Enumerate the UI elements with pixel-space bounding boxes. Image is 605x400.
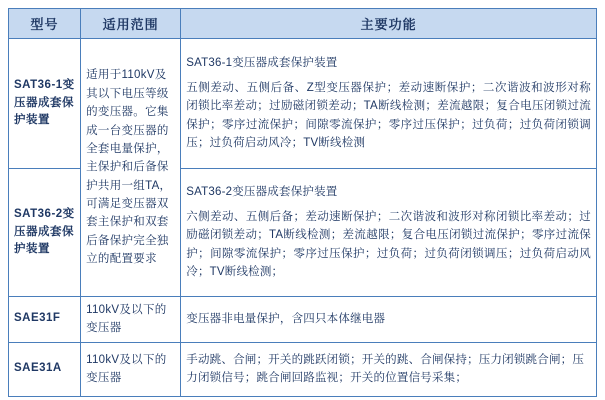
cell-function: 手动跳、合闸；开关的跳跃闭锁；开关的跳、合闸保持；压力闭锁跳合闸；压力闭锁信号；跳合闸回路监视；开关的位置信号采集； bbox=[181, 342, 597, 396]
table-row bbox=[9, 39, 597, 169]
table-row bbox=[9, 297, 597, 343]
column-header-model: 型号 bbox=[9, 9, 81, 39]
table-row bbox=[9, 342, 597, 396]
table-header bbox=[9, 9, 597, 39]
cell-function: 变压器非电量保护，含四只本体继电器 bbox=[181, 297, 597, 343]
cell-function bbox=[181, 39, 597, 169]
function-title: SAT36-1变压器成套保护装置 bbox=[186, 56, 338, 69]
cell-model: SAE31F bbox=[9, 297, 81, 343]
transformer-protection-spec-table bbox=[8, 8, 597, 397]
column-header-function: 主要功能 bbox=[181, 9, 597, 39]
cell-scope: 110kV及以下的变压器 bbox=[81, 297, 181, 343]
function-title: SAT36-2变压器成套保护装置 bbox=[186, 185, 338, 198]
cell-scope: 110kV及以下的变压器 bbox=[81, 342, 181, 396]
cell-function bbox=[181, 169, 597, 297]
function-body: 六侧差动、五侧后备；差动速断保护；二次谐波和波形对称闭锁比率差动；过励磁闭锁差动；TA断线检测；差流越限；复合电压闭锁过流保护；零序过流保护；间隙零流保护；零序过压保护；过负荷；过负荷闭锁调压；过负荷启动风冷；TV断线检测； bbox=[186, 210, 591, 279]
column-header-scope: 适用范围 bbox=[81, 9, 181, 39]
cell-model: SAT36-1变压器成套保护装置 bbox=[9, 39, 81, 169]
table-body bbox=[9, 39, 597, 397]
function-body: 五侧差动、五侧后备、Z型变压器保护；差动速断保护；二次谐波和波形对称闭锁比率差动；过励磁闭锁差动；TA断线检测；差流越限；复合电压闭锁过流保护；零序过流保护；间隙零流保护；零序过压保护；过负荷；过负荷闭锁调压；过负荷启动风冷；TV断线检测 bbox=[186, 81, 591, 150]
cell-model: SAE31A bbox=[9, 342, 81, 396]
cell-model: SAT36-2变压器成套保护装置 bbox=[9, 169, 81, 297]
table-header-row bbox=[9, 9, 597, 39]
cell-scope: 适用于110kV及其以下电压等级的变压器。它集成一台变压器的全套电量保护，主保护和后备保护共用一组TA，可满足变压器双套主保护和双套后备保护完全独立的配置要求 bbox=[81, 39, 181, 297]
